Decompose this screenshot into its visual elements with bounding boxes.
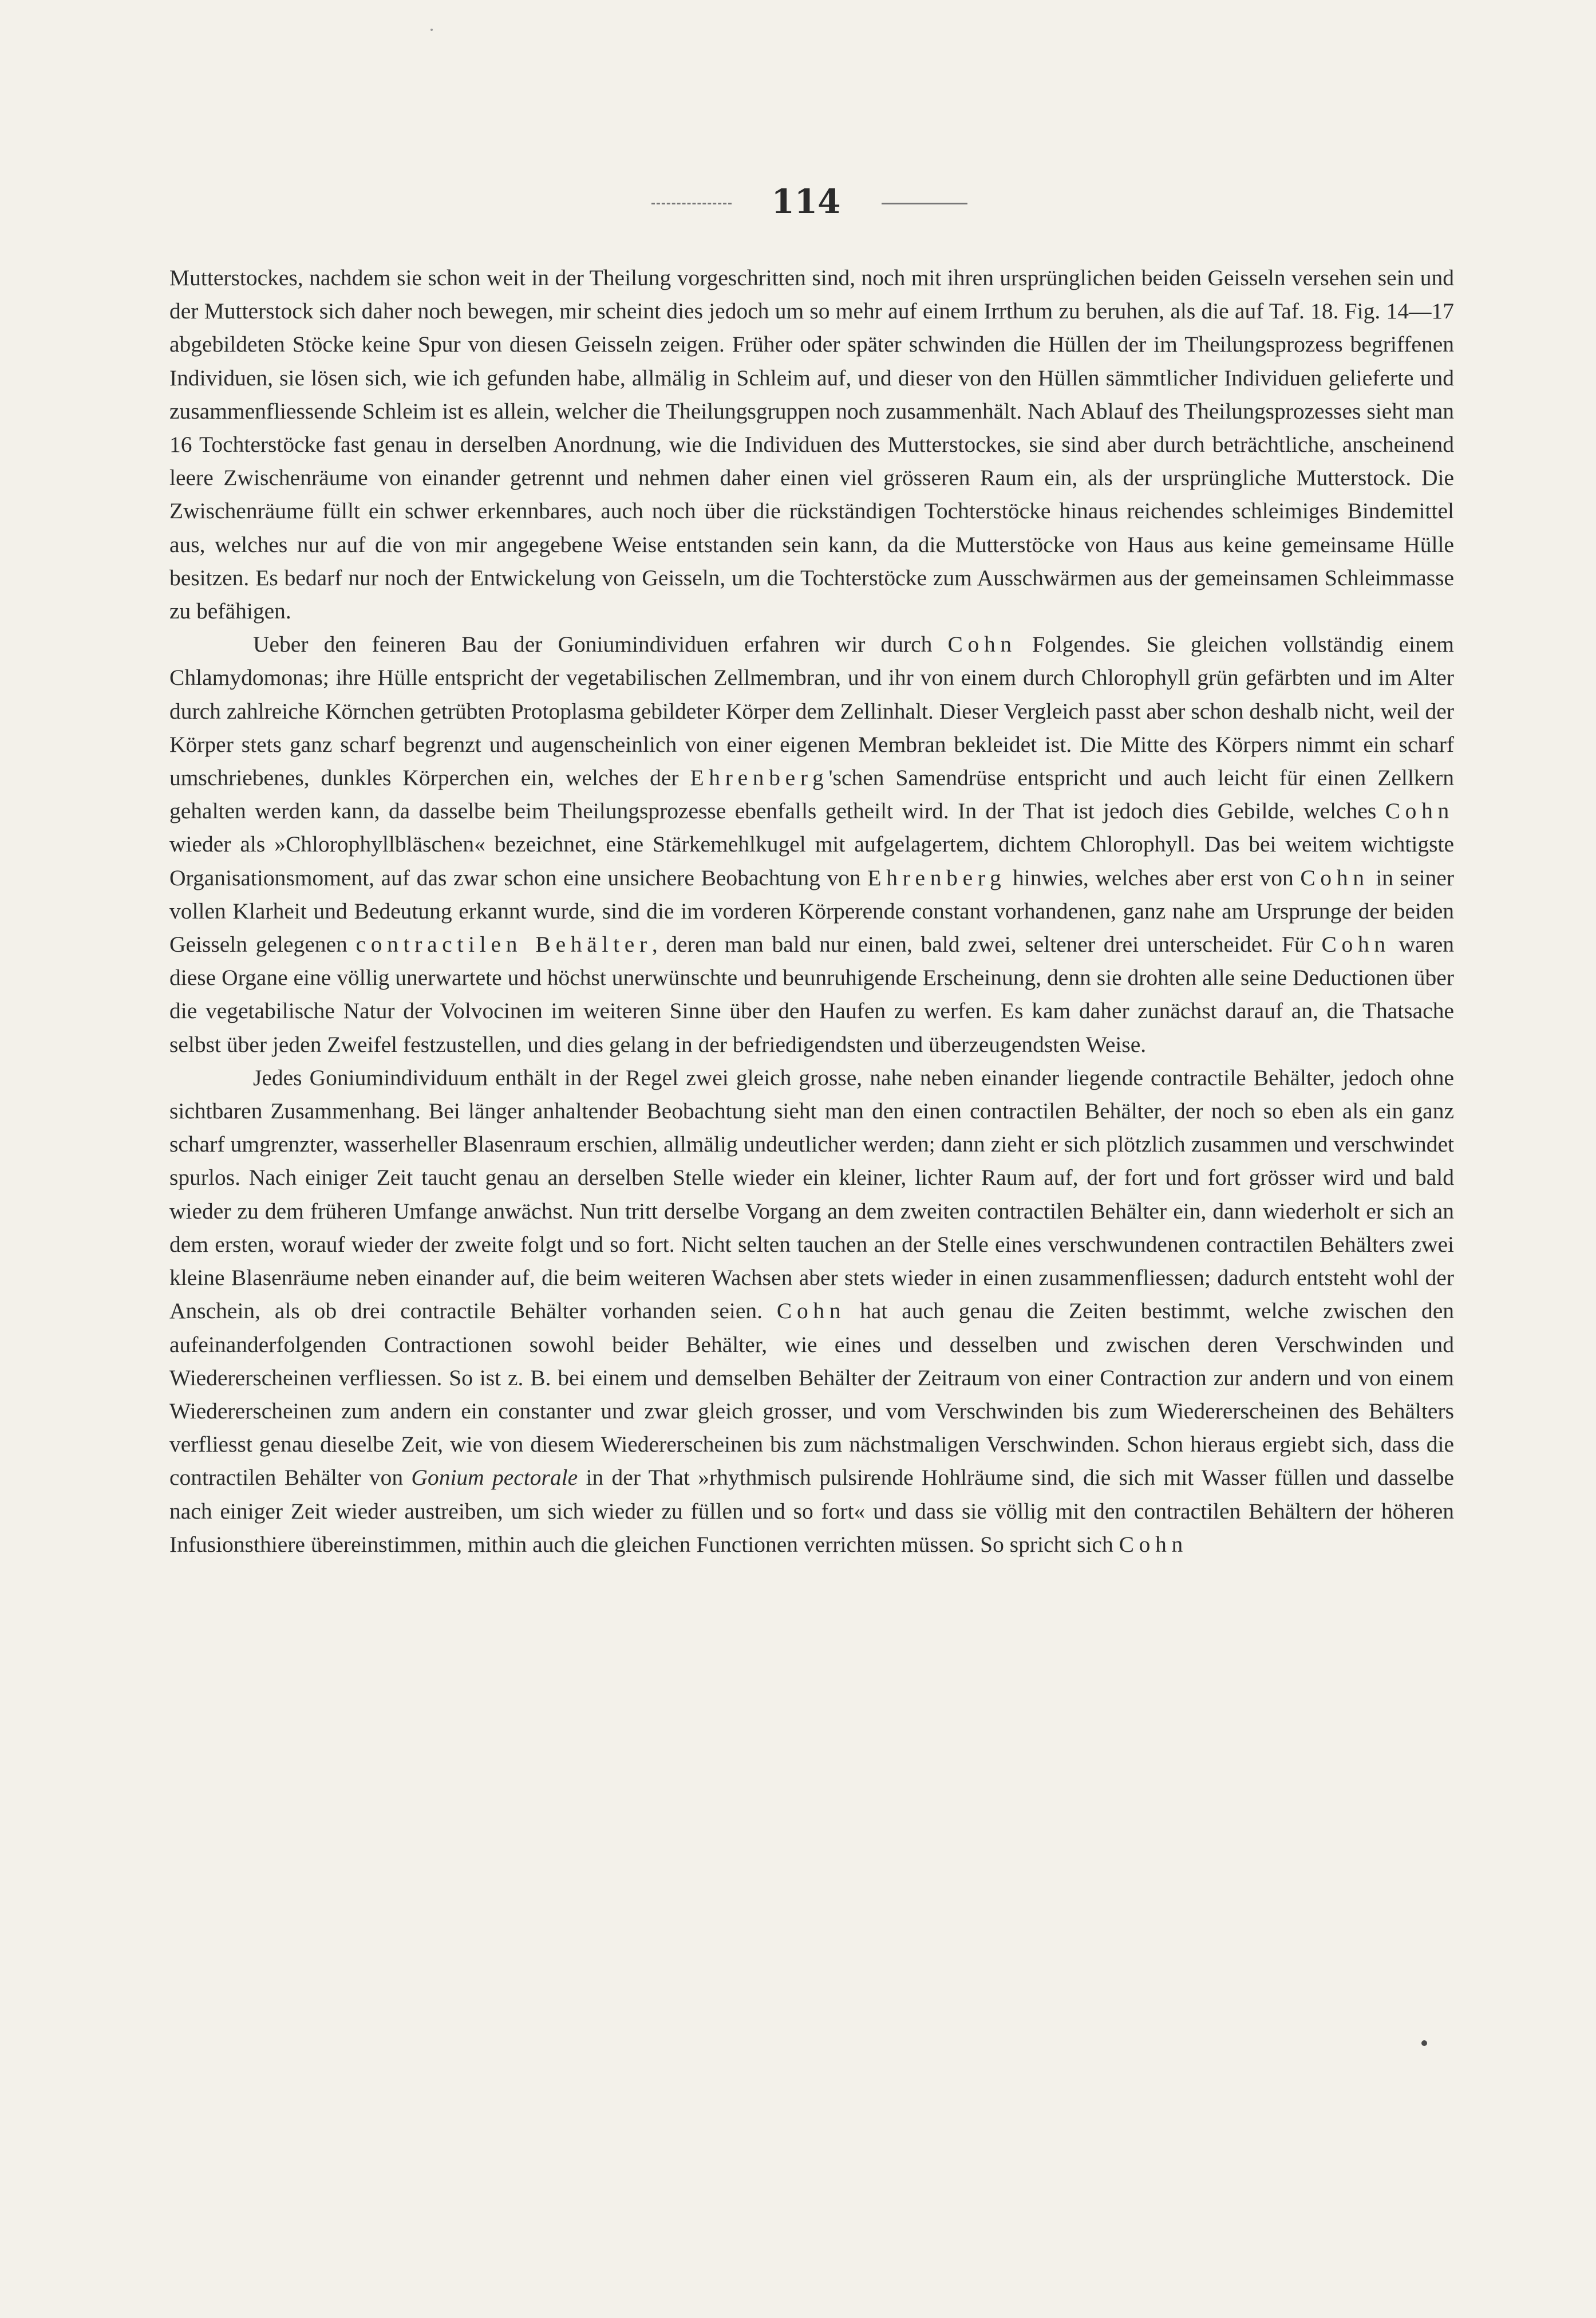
text-run: 'schen Samendrüse entspricht und auch leicht für einen Zellkern gehalten werden kann, da dasselbe beim Theilungsprozesse ebenfalls getheilt wird. In der That ist jedoch dies Gebilde, welches — [169, 765, 1454, 824]
text-run: Folgendes. Sie gleichen vollständig einem Chlamydomonas; ihre Hülle entspricht der vegetabilischen Zellmembran, und ihr von einem durch Chlorophyll grün gefärbten und im Alter durch zahlreiche Körnchen getrübten Protoplasma gebildeter Körper dem Zellinhalt. Dieser Vergleich passt aber schon deshalb nicht, weil der Körper stets ganz scharf begrenzt und augenscheinlich von einer eigenen Membran bekleidet ist. Die Mitte des Körpers nimmt ein scharf umschriebenes, dunkles Körperchen ein, welches der — [169, 632, 1454, 791]
text-run: hat auch genau die Zeiten bestimmt, welche zwischen den aufeinanderfolgenden Contractionen sowohl beider Behälter, wie eines und desselben und zwischen deren Verschwinden und Wiedererscheinen verfliessen. So ist z. B. bei einem und demselben Behälter der Zeitraum von einer Contraction zur andern und von einem Wiedererscheinen zum andern ein constanter und zwar gleich grosser, und vom Verschwinden bis zum Wiedererscheinen des Behälters verfliesst genau dieselbe Zeit, wie von diesem Wiedererscheinen bis zum nächstmaligen Verschwinden. Schon hieraus ergiebt sich, dass die contractilen Behälter von — [169, 1298, 1455, 1491]
text-run: wieder als »Chlorophyllbläschen« bezeichnet, eine Stärkemehlkugel mit aufgelagertem, dichtem Chlorophyll. Das bei weitem wichtigste Organisationsmoment, auf das zwar schon eine unsichere Beobachtung von — [169, 831, 1454, 890]
paragraph — [169, 1061, 1454, 1561]
paragraph — [169, 628, 1454, 1061]
text-run: in seiner vollen Klarheit und Bedeutung erkannt wurde, sind die im vorderen Körperende constant vorhandenen, ganz nahe am Ursprunge der beiden Geisseln gelegenen — [169, 865, 1454, 957]
body-text — [169, 261, 1454, 1561]
author-name: Cohn — [1119, 1531, 1188, 1557]
author-name: Cohn — [1300, 865, 1369, 890]
page-header — [0, 182, 1596, 239]
author-name: Ehrenberg — [867, 865, 1006, 890]
text-run: waren diese Organe eine völlig unerwartete und höchst unerwünschte und beunruhigende Erscheinung, denn sie drohten alle seine Deductionen über die vegetabilische Natur der Volvocinen im weiteren Sinne über den Haufen zu werfen. Es kam daher zunächst darauf an, die Thatsache selbst über jeden Zweifel festzustellen, und dies gelang in der befriedigendsten und überzeugendsten Weise. — [169, 932, 1455, 1057]
author-name: Cohn — [1321, 932, 1390, 957]
text-run: Jedes Goniumindividuum enthält in der Regel zwei gleich grosse, nahe neben einander liegende contractile Behälter, jedoch ohne sichtbaren Zusammenhang. Bei länger anhaltender Beobachtung sieht man den einen contractilen Behälter, der noch so eben als ein ganz scharf umgrenzter, wasserheller Blasenraum erschien, allmälig undeutlicher werden; dann zieht er sich plötzlich zusammen und verschwindet spurlos. Nach einiger Zeit taucht genau an derselben Stelle wieder ein kleiner, lichter Raum auf, der fort und fort grösser wird und bald wieder zu dem früheren Umfange anwächst. Nun tritt derselbe Vorgang an dem zweiten contractilen Behälter ein, dann wiederholt er sich an dem ersten, worauf wieder der zweite folgt und so fort. Nicht selten tauchen an der Stelle eines verschwundenen contractilen Behälters zwei kleine Blasenräume neben einander auf, die beim weiteren Wachsen aber stets wieder in einen zusammenfliessen; dadurch entsteht wohl der Anschein, als ob drei contractile Behälter vorhanden seien. — [169, 1065, 1454, 1324]
author-name: Cohn — [776, 1298, 846, 1324]
text-run: hinwies, welches aber erst von — [1006, 865, 1301, 890]
author-name: Cohn — [1385, 798, 1454, 824]
ink-dot — [1421, 2040, 1427, 2046]
text-run: Mutterstockes, nachdem sie schon weit in der Theilung vorgeschritten sind, noch mit ihren ursprünglichen beiden Geisseln versehen sein und der Mutterstock sich daher noch bewegen, mir scheint dies jedoch um so mehr auf einem Irrthum zu beruhen, als die auf Taf. 18. Fig. 14—17 abgebildeten Stöcke keine Spur von diesen Geisseln zeigen. Früher oder später schwinden die Hüllen der im Theilungsprozess begriffenen Individuen, sie lösen sich, wie ich gefunden habe, allmälig in Schleim auf, und dieser von den Hüllen sämmtlicher Individuen gelieferte und zusammenfliessende Schleim ist es allein, welcher die Theilungsgruppen noch zusammenhält. Nach Ablauf des Theilungsprozesses sieht man 16 Tochterstöcke fast genau in derselben Anordnung, wie die Individuen des Mutterstockes, sie sind aber durch beträchtliche, anscheinend leere Zwischenräume von einander getrennt und nehmen daher einen viel grösseren Raum ein, als der ursprüngliche Mutterstock. Die Zwischenräume füllt ein schwer erkennbares, auch noch über die rückständigen Tochterstöcke hinaus reichendes schleimiges Bindemittel aus, welches nur auf die von mir angegebene Weise entstanden sein kann, da die Mutterstöcke von Haus aus keine gemeinsame Hülle besitzen. Es bedarf nur noch der Entwickelung von Geisseln, um die Tochterstöcke zum Ausschwärmen aus der gemeinsamen Schleimmasse zu befähigen. — [169, 265, 1454, 624]
header-rule-left — [651, 203, 732, 204]
text-run: , deren man bald nur einen, bald zwei, seltener drei unterscheidet. Für — [651, 932, 1322, 957]
paper-speck — [430, 29, 433, 31]
paragraph — [169, 261, 1454, 628]
author-name: Cohn — [947, 632, 1017, 657]
author-name: contractilen Behälter — [355, 932, 652, 957]
text-run: in der That »rhythmisch pulsirende Hohlräume sind, die sich mit Wasser füllen und dasselbe nach einiger Zeit wieder austreiben, um sich wieder zu füllen und so fort« und dass sie völlig mit den contractilen Behältern der höheren Infusionsthiere übereinstimmen, mithin auch die gleichen Functionen verrichten müssen. So spricht sich — [169, 1465, 1454, 1557]
text-run: Ueber den feineren Bau der Goniumindividuen erfahren wir durch — [253, 632, 948, 657]
author-name: Ehrenberg — [690, 765, 829, 791]
species-name: Gonium pectorale — [411, 1465, 578, 1491]
header-rule-right — [882, 203, 967, 204]
page-number: 114 — [771, 182, 841, 221]
